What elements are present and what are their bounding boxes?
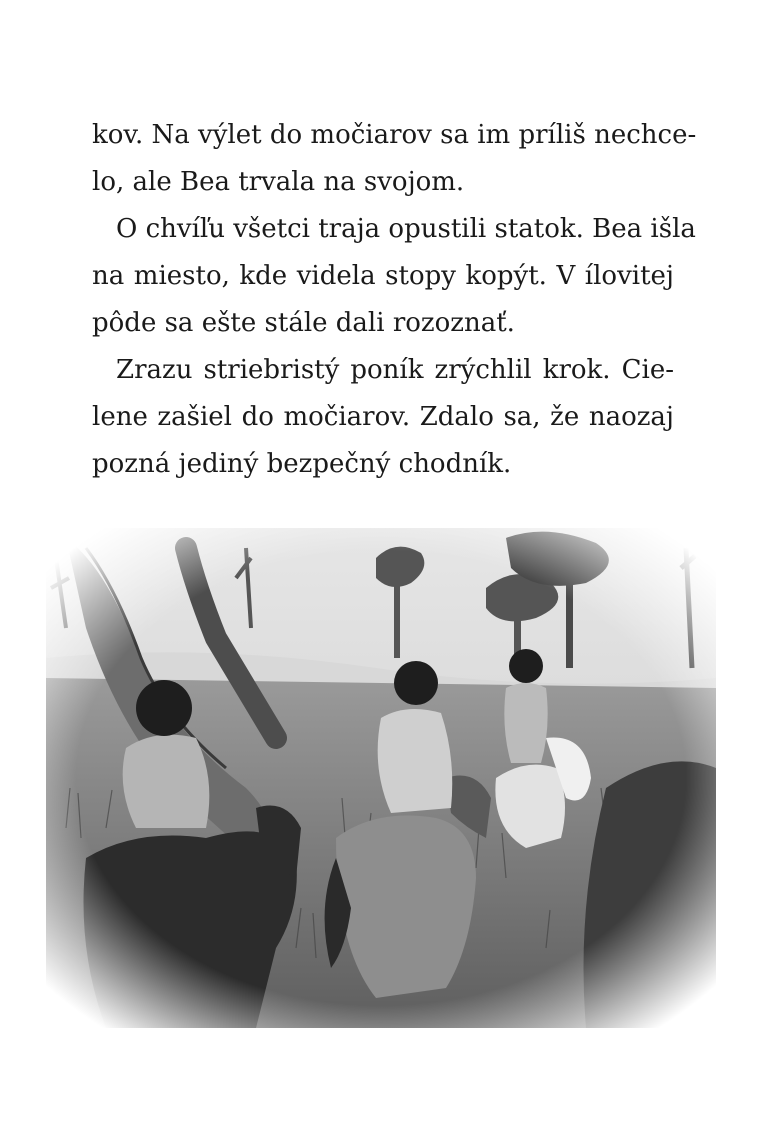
text-line: lo, ale Bea trvala na svojom.	[92, 167, 465, 197]
paragraph-3	[92, 347, 674, 488]
riders-in-marsh-illustration	[46, 528, 716, 1028]
text-line: pozná jediný bezpečný chodník.	[92, 449, 512, 479]
text-line: lene zašiel do močiarov. Zdalo sa, že naozaj	[92, 402, 674, 432]
vignette	[46, 528, 716, 1028]
text-line: pôde sa ešte stále dali rozoznať.	[92, 308, 515, 338]
text-line: kov. Na výlet do močiarov sa im príliš nechce-	[92, 120, 697, 150]
text-line: O chvíľu všetci traja opustili statok. Bea išla	[116, 214, 696, 244]
story-text	[92, 112, 697, 488]
paragraph-2	[92, 206, 696, 347]
text-line: Zrazu striebristý poník zrýchlil krok. Cie-	[116, 355, 674, 385]
text-line: na miesto, kde videla stopy kopýt. V ílovitej	[92, 261, 674, 291]
paragraph-1	[92, 112, 697, 206]
